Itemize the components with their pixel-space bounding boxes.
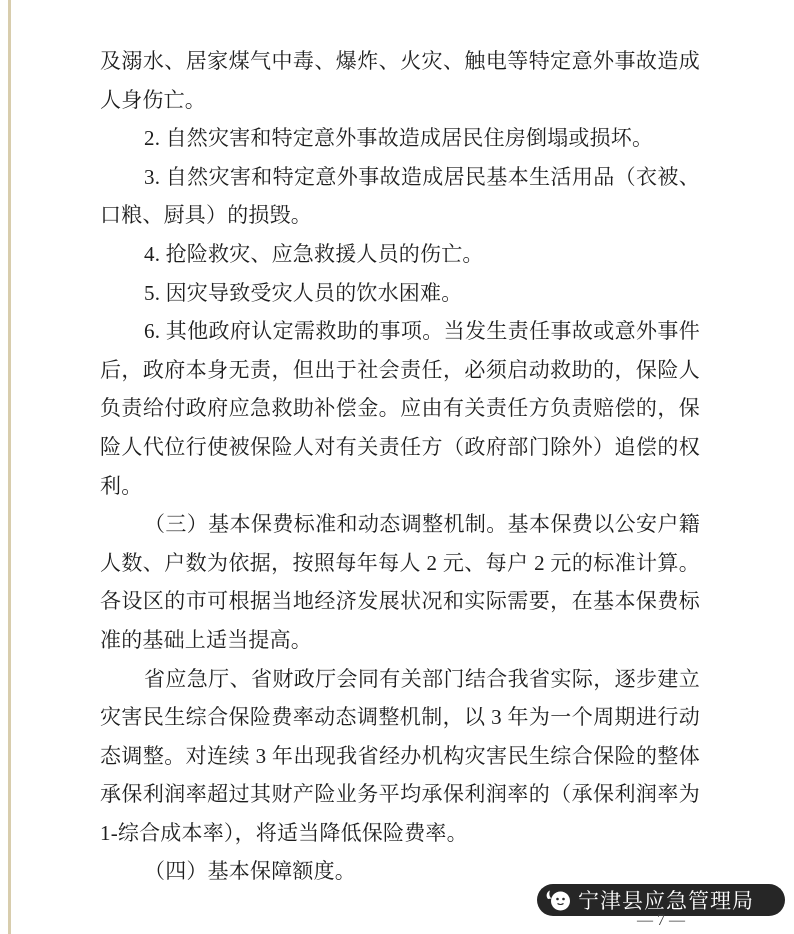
text-line: （四）基本保障额度。 [144,859,356,884]
text-line: 利。 [100,473,143,498]
text-line: 及溺水、居家煤气中毒、爆炸、火灾、触电等特定意外事故造成 [100,49,700,73]
agency-logo-face-icon [545,888,571,912]
document-text [100,42,700,891]
text-line: 4. 抢险救灾、应急救援人员的伤亡。 [144,241,484,266]
text-line: 人数、户数为依据，按照每年每人 2 元、每户 2 元的标准计算。 [100,550,700,575]
text-line: 5. 因灾导致受灾人员的饮水困难。 [144,280,463,305]
text-line: 1-综合成本率），将适当降低保险费率。 [100,820,468,845]
text-line: 承保利润率超过其财产险业务平均承保利润率的（承保利润率为 [100,782,700,807]
page-number: — 7 — [637,912,685,929]
text-line: 人身伤亡。 [100,87,206,112]
page-edge-line [8,0,11,934]
text-line: 6. 其他政府认定需救助的事项。当发生责任事故或意外事件 [144,319,700,344]
text-line: 后，政府本身无责，但出于社会责任，必须启动救助的，保险人 [100,357,700,382]
text-line: 口粮、厨具）的损毁。 [100,203,312,228]
text-line: 准的基础上适当提高。 [100,627,312,652]
text-line: 各设区的市可根据当地经济发展状况和实际需要，在基本保费标 [100,589,700,614]
text-line: 省应急厅、省财政厅会同有关部门结合我省实际，逐步建立 [144,666,700,691]
text-line: 灾害民生综合保险费率动态调整机制，以 3 年为一个周期进行动 [100,705,700,730]
text-line: （三）基本保费标准和动态调整机制。基本保费以公安户籍 [144,512,700,537]
text-line: 2. 自然灾害和特定意外事故造成居民住房倒塌或损坏。 [144,126,654,151]
text-line: 态调整。对连续 3 年出现我省经办机构灾害民生综合保险的整体 [100,743,700,768]
agency-name-label: 宁津县应急管理局 [578,890,754,913]
text-line: 负责给付政府应急救助补偿金。应由有关责任方负责赔偿的，保 [100,396,700,421]
text-line: 3. 自然灾害和特定意外事故造成居民基本生活用品（衣被、 [144,164,700,189]
text-line: 险人代位行使被保险人对有关责任方（政府部门除外）追偿的权 [100,434,700,459]
